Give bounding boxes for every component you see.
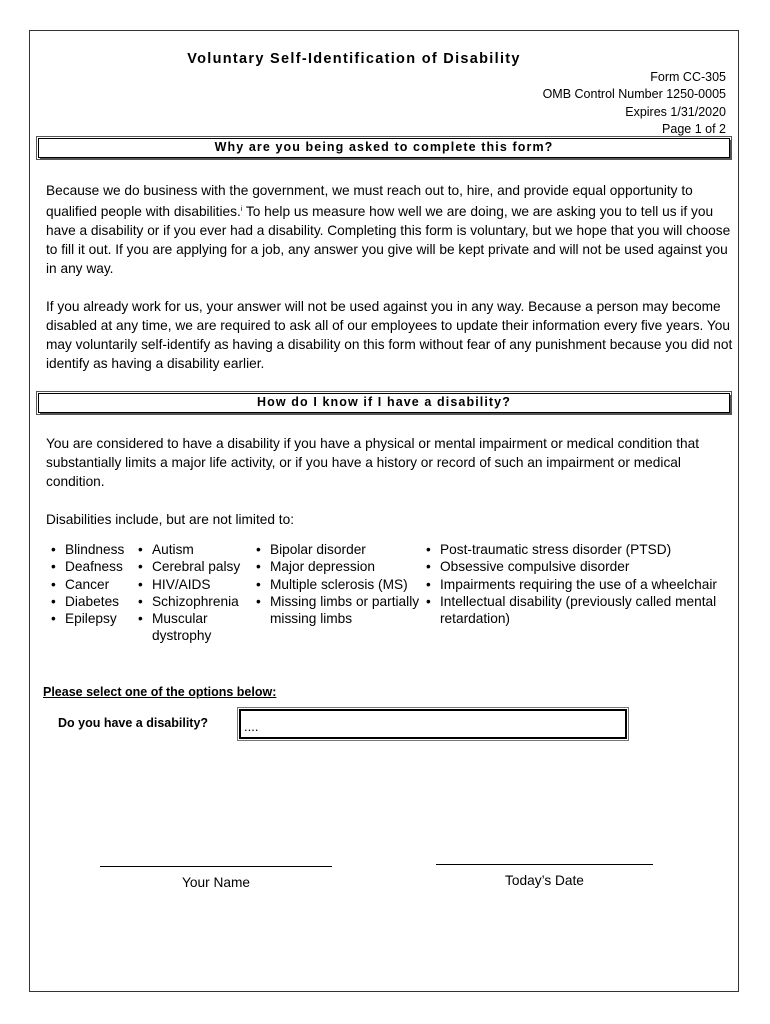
form-meta (543, 69, 726, 138)
section-how-heading: How do I know if I have a disability? (257, 395, 511, 409)
list-item: • Missing limbs or partially missing limbs (256, 593, 421, 628)
disability-answer-field[interactable]: .... (239, 709, 627, 739)
paragraph-why-2: If you already work for us, your answer will not be used against you in any way. Because a person may become disabled at any time, we are required to ask all of our employees to update their information every five years. You may voluntarily self-identify as having a disability on this form without fear of any punishment because you did not identify as having a disability earlier. (46, 299, 733, 371)
list-item: • Schizophrenia (138, 593, 250, 610)
disability-list-col-2 (138, 541, 250, 645)
paragraph-why-1: Because we do business with the government, we must reach out to, hire, and provide equal opportunity to qualified people with disabilities.$^i$ To help us measure how well we are doing, we are asking you to tell us if you have a disability or if you ever had a disability. Completing this form is voluntary, but we hope that you will choose to fill it out. If you are applying for a job, any answer you give will be kept private and will not be used against you in any way. (46, 183, 731, 276)
list-item: • Blindness (51, 541, 141, 558)
list-item: • Autism (138, 541, 250, 558)
section-how-header (38, 393, 730, 413)
selection-instruction: Please select one of the options below: (43, 685, 277, 699)
list-item: • HIV/AIDS (138, 576, 250, 593)
expiration-date: Expires 1/31/2020 (625, 104, 726, 119)
disability-list-col-4 (426, 541, 730, 627)
disabilities-intro: Disabilities include, but are not limited to: (46, 512, 295, 527)
disability-list-col-1 (51, 541, 141, 627)
date-signature-line[interactable] (436, 864, 653, 865)
list-item: • Muscular dystrophy (138, 610, 250, 645)
your-name-label: Your Name (182, 875, 250, 890)
paragraph-how-1: You are considered to have a disability if you have a physical or mental impairment or medical condition that substantially limits a major life activity, or if you have a history or record of such an impairment or medical condition. (46, 436, 700, 489)
form-title: Voluntary Self-Identification of Disability (187, 51, 521, 67)
list-item: • Bipolar disorder (256, 541, 421, 558)
name-signature-line[interactable] (100, 866, 332, 867)
list-item: • Obsessive compulsive disorder (426, 558, 730, 575)
form-number: Form CC-305 (650, 70, 726, 84)
list-item: • Diabetes (51, 593, 141, 610)
list-item: • Epilepsy (51, 610, 141, 627)
list-item: • Multiple sclerosis (MS) (256, 576, 421, 593)
todays-date-label: Today’s Date (505, 873, 584, 888)
list-item: • Cerebral palsy (138, 558, 250, 575)
form-page (29, 30, 739, 992)
section-why-heading: Why are you being asked to complete this form? (214, 140, 554, 154)
section-how-body (46, 434, 736, 529)
list-item: • Cancer (51, 576, 141, 593)
list-item: • Deafness (51, 558, 141, 575)
disability-list-col-3 (256, 541, 421, 627)
section-why-body (46, 181, 736, 373)
disability-question-label: Do you have a disability? (58, 716, 209, 730)
page-number: Page 1 of 2 (662, 121, 726, 136)
omb-control-number: OMB Control Number 1250-0005 (542, 87, 726, 102)
section-why-header (38, 138, 730, 158)
list-item: • Major depression (256, 558, 421, 575)
list-item: • Post-traumatic stress disorder (PTSD) (426, 541, 730, 558)
list-item: • Impairments requiring the use of a wheelchair (426, 576, 730, 593)
list-item: • Intellectual disability (previously called mental retardation) (426, 593, 730, 628)
footnote-marker: i (240, 206, 243, 213)
